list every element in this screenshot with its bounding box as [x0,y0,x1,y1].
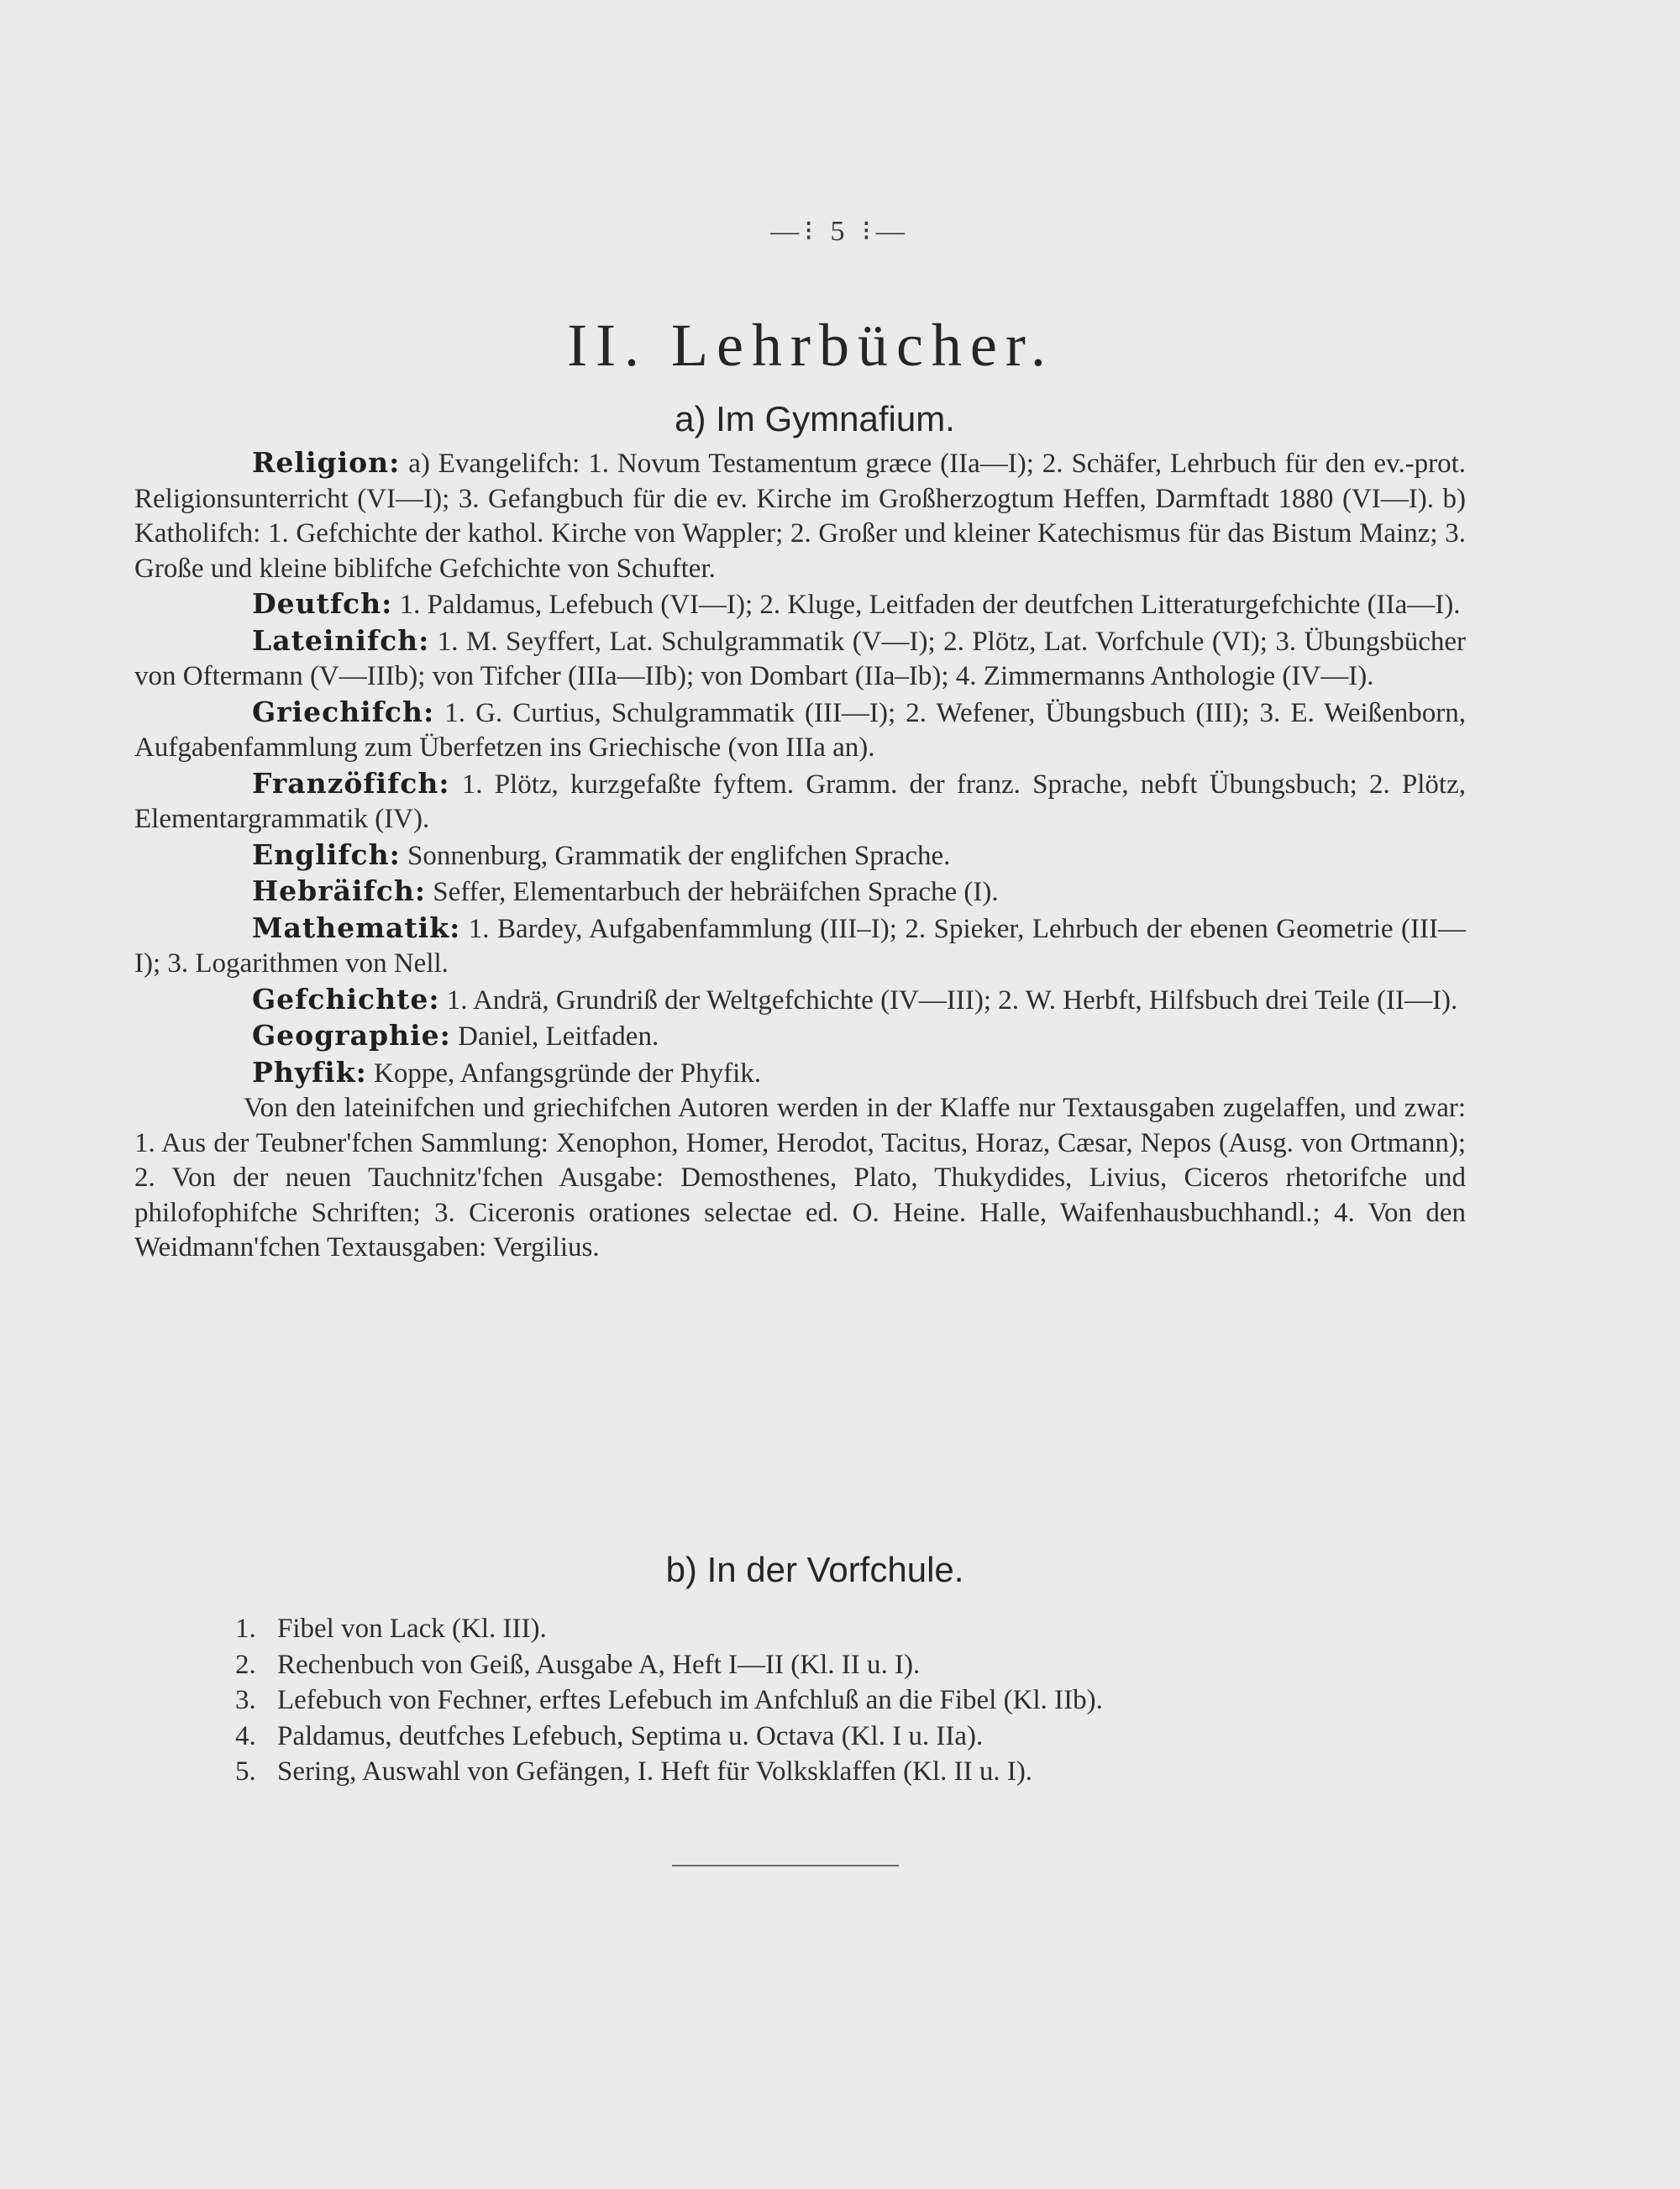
subject-label: Lateinifch: [252,623,430,657]
subject-paragraph-deutsch [134,586,1466,623]
closing-rule [672,1865,899,1866]
list-item-number: 4. [235,1720,256,1751]
subject-label: Religion: [252,446,401,479]
section-a-heading: a) Im Gymnafium. [675,399,955,438]
subject-paragraph-franzoesisch [134,766,1466,837]
subject-label: Geographie: [252,1019,451,1052]
subject-label: Griechifch: [252,695,435,728]
subject-text: Seffer, Elementarbuch der hebräifchen Sprache (I). [426,877,999,907]
page-title: II. Lehrbücher. [567,312,1054,379]
subject-label: Phyfik: [252,1055,367,1089]
subject-text: a) Evangelifch: 1. Novum Testamentum græce (IIa—I); 2. Schäfer, Lehrbuch für den ev.-prot. Religionsunterricht (VI—I); 3. Gefangbuch für die ev. Kirche im Großherzogtum Heffen, Darmftadt 1880 (VI—I). b) Katholifch: 1. Gefchichte der kathol. Kirche von Wappler; 2. Großer und kleiner Katechismus für das Bistum Mainz; 3. Große und kleine biblifche Gefchichte von Schufter. [134,449,1466,584]
list-item [235,1682,1103,1719]
vorschule-list [235,1611,1103,1790]
subject-paragraph-englisch [134,837,1466,874]
list-item-number: 1. [235,1614,256,1644]
subject-text: 1. Andrä, Grundriß der Weltgefchichte (IV—III); 2. W. Herbft, Hilfsbuch drei Teile (II—I). [439,984,1458,1016]
subject-paragraph-mathematik [134,911,1466,982]
subject-text: 1. M. Seyffert, Lat. Schulgrammatik (V—I); 2. Plötz, Lat. Vorfchule (VI); 3. Übungsbücher von Oftermann (V—IIIb); von Tifcher (IIIa—IIb); von Dombart (IIa–Ib); 4. Zimmermanns Anthologie (IV—I). [134,626,1466,691]
list-item-text: Lefebuch von Fechner, erftes Lefebuch im Anfchluß an die Fibel (Kl. IIb). [277,1685,1103,1715]
list-item-text: Sering, Auswahl von Gefängen, I. Heft für Volksklaffen (Kl. II u. I). [277,1756,1033,1787]
subject-text: 1. G. Curtius, Schulgrammatik (III—I); 2. Wefener, Übungsbuch (III); 3. E. Weißenborn, Aufgabenfammlung zum Überfetzen ins Griechische (von IIIa an). [134,697,1466,763]
subject-text: Daniel, Leitfaden. [450,1021,659,1052]
subject-label: Hebräifch: [252,874,427,907]
subject-paragraph-physik [134,1055,1466,1092]
subject-paragraph-griechisch [134,695,1466,766]
page-number: —⁝ 5 ⁝— [770,216,910,247]
list-item-number: 5. [235,1756,256,1787]
subject-paragraph-religion [134,445,1466,586]
subject-label: Deutfch: [252,587,393,620]
subject-text: Koppe, Anfangsgründe der Phyfik. [366,1058,762,1089]
list-item [235,1754,1103,1790]
section-a-body [134,445,1466,1266]
list-item-text: Paldamus, deutfches Lefebuch, Septima u. Octava (Kl. I u. IIa). [277,1720,984,1751]
list-item-text: Fibel von Lack (Kl. III). [277,1614,547,1644]
subject-label: Englifch: [252,837,401,871]
subject-label: Mathematik: [252,911,461,944]
subject-paragraph-latein [134,623,1466,695]
subject-text: 1. Paldamus, Lefebuch (VI—I); 2. Kluge, Leitfaden der deutfchen Litteraturgefchichte (IIa—I). [392,590,1461,620]
authors-paragraph: Von den lateinifchen und griechifchen Autoren werden in der Klaffe nur Textausgaben zugelaffen, und zwar: 1. Aus der Teubner'fchen Sammlung: Xenophon, Homer, Herodot, Tacitus, Horaz, Cæsar, Nepos (Ausg. von Ortmann); 2. Von der neuen Tauchnitz'fchen Ausgabe: Demosthenes, Plato, Thukydides, Livius, Ciceros rhetorifche und philofophifche Schriften; 3. Ciceronis orationes selectae ed. O. Heine. Halle, Waifenhausbuchhandl.; 4. Von den Weidmann'fchen Textausgaben: Vergilius. [134,1093,1466,1262]
list-item-text: Rechenbuch von Geiß, Ausgabe A, Heft I—II (Kl. II u. I). [277,1649,921,1680]
section-b-heading: b) In der Vorfchule. [665,1550,964,1589]
subject-label: Gefchichte: [252,982,440,1016]
list-item [235,1719,1103,1755]
subject-text: Sonnenburg, Grammatik der englifchen Sprache. [400,840,951,871]
subject-label: Franzöfifch: [252,766,450,800]
list-item-number: 3. [235,1685,256,1715]
list-item-number: 2. [235,1649,256,1680]
subject-paragraph-geographie [134,1018,1466,1055]
subject-text: 1. Bardey, Aufgabenfammlung (III–I); 2. Spieker, Lehrbuch der ebenen Geometrie (III—I); 3. Logarithmen von Nell. [134,913,1466,979]
subject-text: 1. Plötz, kurzgefaßte fyftem. Gramm. der franz. Sprache, nebft Übungsbuch; 2. Plötz, Elementargrammatik (IV). [134,769,1466,834]
list-item [235,1647,1103,1683]
list-item [235,1611,1103,1647]
subject-paragraph-hebraeisch [134,874,1466,911]
subject-paragraph-geschichte [134,982,1466,1019]
